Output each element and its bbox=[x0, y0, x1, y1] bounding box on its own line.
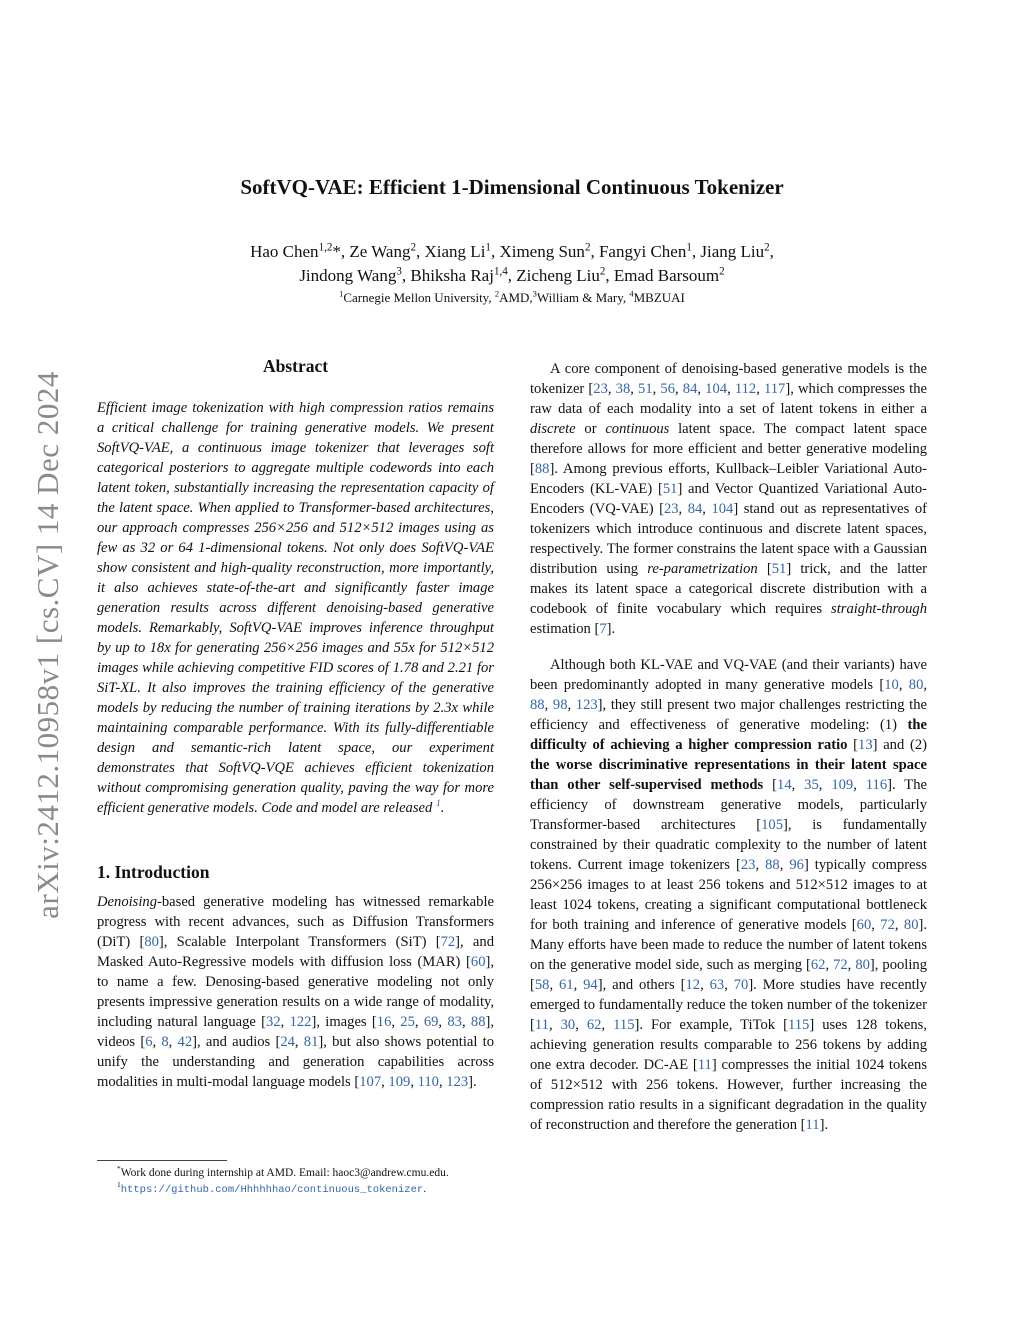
body-text: ]. bbox=[819, 1117, 829, 1133]
body-text: , bbox=[294, 1034, 304, 1050]
citation-link[interactable]: 23 bbox=[740, 857, 756, 873]
author-affiliation-mark: 1,4 bbox=[493, 265, 508, 278]
body-text: ]. For example, TiTok [ bbox=[634, 1017, 788, 1033]
citation-link[interactable]: 62 bbox=[586, 1017, 602, 1033]
citation-link[interactable]: 107 bbox=[359, 1074, 382, 1090]
introduction-heading: 1. Introduction bbox=[97, 862, 210, 882]
citation-link[interactable]: 13 bbox=[858, 737, 873, 753]
author-affiliation-mark: 1 bbox=[485, 241, 491, 254]
body-text: ] uses 128 tokens, achieving generation results comparable to 256 tokens by adding one extra decoder. DC-AE [ bbox=[530, 1017, 928, 1073]
abstract-end: . bbox=[440, 800, 445, 816]
body-text: , bbox=[652, 381, 661, 397]
abstract-body: Efficient image tokenization with high compression ratios remains a critical challenge for training generative models. We present SoftVQ-VAE, a continuous image tokenizer that leverages soft categorical posteriors to aggregate multiple codewords into each latent token, substantially increasing the representation capacity of the latent space. When applied to Transformer-based architectures, our approach compresses 256×256 and 512×512 images using as few as 32 or 64 1-dimensional tokens. Not only does SoftVQ-VAE show consistent and high-quality reconstruction, more importantly, it also achieves state-of-the-art and significantly faster image generation results across different denoising-based generative models. Remarkably, SoftVQ-VAE improves inference throughput by up to 18x for generating 256×256 images and 55x for 512×512 images while achieving competitive FID scores of 1.78 and 2.21 for SiT-XL. It also improves the training efficiency of the generative models by reducing the number of training iterations by 2.3x while maintaining comparable performance. With its fully-differentiable design and semantic-rich latent space, our experiment demonstrates that SoftVQ-VQE achieves efficient tokenization without compromising generation quality, paving the way for more efficient generative models. Code and model are released bbox=[97, 400, 494, 816]
body-text: latent space. The compact latent space therefore allows for more efficient and better generative modeling [ bbox=[530, 421, 927, 477]
citation-link[interactable]: 60 bbox=[856, 917, 872, 933]
citation-link[interactable]: 88 bbox=[530, 697, 545, 713]
citation-link[interactable]: 98 bbox=[552, 697, 568, 713]
arxiv-stamp bbox=[18, 350, 78, 940]
citation-link[interactable]: 42 bbox=[177, 1034, 193, 1050]
citation-link[interactable]: 58 bbox=[534, 977, 550, 993]
author-name: Ze Wang bbox=[345, 242, 411, 261]
citation-link[interactable]: 32 bbox=[266, 1014, 281, 1030]
body-text: A core component of denoising-based generative models is the tokenizer [ bbox=[530, 361, 927, 397]
body-text: , bbox=[678, 501, 688, 517]
bold-text: the difficulty of achieving a higher compression ratio bbox=[530, 717, 927, 753]
author-separator: , bbox=[507, 266, 513, 285]
author-affiliation-mark: 2 bbox=[719, 265, 725, 278]
body-text: , bbox=[607, 381, 616, 397]
citation-link[interactable]: 83 bbox=[447, 1014, 462, 1030]
citation-link[interactable]: 23 bbox=[663, 501, 679, 517]
footnote-2-end: . bbox=[423, 1183, 427, 1195]
citation-link[interactable]: 88 bbox=[534, 461, 550, 477]
body-text: ], images [ bbox=[311, 1014, 377, 1030]
author-separator: *, bbox=[332, 242, 346, 261]
citation-link[interactable]: 84 bbox=[682, 381, 698, 397]
author-affiliation-mark: 2 bbox=[584, 241, 591, 254]
abstract-footnote-mark[interactable]: 1 bbox=[435, 799, 441, 810]
author-separator: , bbox=[490, 242, 496, 261]
body-text: ]. More studies have recently emerged to fundamentally reduce the token number of the tokenizer [ bbox=[530, 977, 928, 1033]
footnote-2 bbox=[97, 1181, 494, 1198]
body-text: , bbox=[702, 501, 712, 517]
body-text: , bbox=[381, 1074, 389, 1090]
author-affiliation-mark: 2 bbox=[410, 241, 417, 254]
body-text: , bbox=[438, 1074, 447, 1090]
body-text: , bbox=[438, 1014, 448, 1030]
left-column bbox=[97, 356, 494, 1092]
author-line-2 bbox=[0, 264, 1024, 288]
citation-link[interactable]: 10 bbox=[884, 677, 899, 693]
footnote-2-mark: 1 bbox=[117, 1180, 121, 1190]
body-text: , bbox=[894, 917, 904, 933]
citation-link[interactable]: 115 bbox=[787, 1017, 810, 1033]
body-text: , bbox=[280, 1014, 290, 1030]
citation-link[interactable]: 109 bbox=[831, 777, 854, 793]
citation-link[interactable]: 105 bbox=[761, 817, 783, 833]
abstract-text bbox=[97, 398, 494, 818]
body-text: , bbox=[461, 1014, 471, 1030]
arxiv-stamp-text: arXiv:2412.10958v1 [cs.CV] 14 Dec 2024 bbox=[30, 371, 66, 919]
citation-link[interactable]: 35 bbox=[804, 777, 819, 793]
citation-link[interactable]: 14 bbox=[777, 777, 792, 793]
author-name: Hao Chen bbox=[250, 242, 319, 261]
body-text: ], videos [ bbox=[97, 1014, 494, 1050]
body-text: ]. The efficiency of downstream generative models, particularly Transformer-based architectures [ bbox=[530, 777, 927, 833]
affiliation-name: AMD, bbox=[499, 290, 533, 305]
citation-link[interactable]: 115 bbox=[613, 1017, 635, 1033]
citation-link[interactable]: 63 bbox=[709, 977, 725, 993]
body-text: , bbox=[410, 1074, 418, 1090]
citation-link[interactable]: 72 bbox=[833, 957, 848, 973]
body-text: , bbox=[548, 1017, 561, 1033]
body-text: ], and others [ bbox=[597, 977, 686, 993]
right-column bbox=[530, 359, 927, 1135]
citation-link[interactable]: 7 bbox=[599, 621, 607, 637]
author-name: Bhiksha Raj bbox=[406, 266, 494, 285]
body-text: , bbox=[391, 1014, 401, 1030]
footnote-1-mark: * bbox=[117, 1164, 121, 1174]
body-text: ]. Many efforts have been made to reduce the number of latent tokens on the generative model side, such as merging [ bbox=[530, 917, 928, 973]
body-text: ]. bbox=[468, 1074, 477, 1090]
body-text: ] and Vector Quantized Variational Auto-Encoders (VQ-VAE) [ bbox=[530, 481, 927, 517]
author-affiliation-mark: 1 bbox=[686, 241, 692, 254]
citation-link[interactable]: 72 bbox=[880, 917, 895, 933]
citation-link[interactable]: 61 bbox=[559, 977, 574, 993]
citation-link[interactable]: 117 bbox=[763, 381, 786, 397]
footnote-separator bbox=[97, 1160, 227, 1161]
author-separator: , bbox=[401, 266, 407, 285]
body-text: ] and (2) bbox=[872, 737, 928, 753]
body-text: , bbox=[898, 677, 909, 693]
citation-link[interactable]: 123 bbox=[446, 1074, 469, 1090]
citation-link[interactable]: 51 bbox=[662, 481, 678, 497]
citation-link[interactable]: 56 bbox=[660, 381, 676, 397]
body-text: [ bbox=[847, 737, 859, 753]
body-text: ]. Among previous efforts, Kullback–Leibler Variational Auto-Encoders (KL-VAE) [ bbox=[530, 461, 927, 497]
author-separator: , bbox=[691, 242, 697, 261]
author-name: Ximeng Sun bbox=[495, 242, 585, 261]
body-text: , bbox=[853, 777, 866, 793]
emphasis-text: Denoising bbox=[97, 894, 157, 910]
emphasis-text: re-parametrization bbox=[647, 561, 758, 577]
affiliation-mark: 4 bbox=[629, 288, 634, 299]
citation-link[interactable]: 94 bbox=[583, 977, 598, 993]
body-text: , bbox=[549, 977, 559, 993]
citation-link[interactable]: 80 bbox=[903, 917, 919, 933]
author-affiliation-mark: 2 bbox=[764, 241, 770, 254]
author-affiliation-mark: 2 bbox=[599, 265, 606, 278]
author-separator: , bbox=[605, 266, 610, 285]
body-text: ], and Masked Auto-Regressive models with diffusion loss (MAR) [ bbox=[97, 934, 494, 970]
citation-link[interactable]: 38 bbox=[615, 381, 631, 397]
author-name: Xiang Li bbox=[420, 242, 486, 261]
body-text: ]. bbox=[606, 621, 616, 637]
citation-link[interactable]: 51 bbox=[771, 561, 787, 577]
affiliation-mark: 1 bbox=[339, 288, 344, 299]
citation-link[interactable]: 88 bbox=[765, 857, 780, 873]
affiliations bbox=[0, 290, 1024, 306]
citation-link[interactable]: 11 bbox=[805, 1117, 820, 1133]
body-text: ], is fundamentally constrained by their quadratic complexity to the number of latent tokens. Current image tokenizers [ bbox=[530, 817, 927, 873]
citation-link[interactable]: 16 bbox=[376, 1014, 392, 1030]
body-text: ] typically compress 256×256 images to at least 256 tokens and 512×512 images to at least 1024 tokens, creating a significant computational bottleneck for both training and inference of generative models [ bbox=[530, 857, 927, 933]
body-text: , bbox=[675, 381, 683, 397]
intro-paragraph-1 bbox=[97, 892, 494, 1092]
body-text: , bbox=[847, 957, 856, 973]
author-separator: , bbox=[769, 242, 774, 261]
body-text: , bbox=[152, 1034, 162, 1050]
citation-link[interactable]: 60 bbox=[470, 954, 486, 970]
emphasis-text: straight-through bbox=[831, 601, 927, 617]
body-text: , bbox=[700, 977, 710, 993]
body-text: estimation [ bbox=[530, 621, 600, 637]
citation-link[interactable]: 25 bbox=[400, 1014, 415, 1030]
body-text: , bbox=[544, 697, 553, 713]
body-text: , bbox=[755, 857, 766, 873]
author-separator: , bbox=[416, 242, 421, 261]
citation-link[interactable]: 69 bbox=[423, 1014, 439, 1030]
body-text: ] trick, and the latter makes its latent space a categorical discrete distribution with a codebook of finite vocabulary which requires bbox=[530, 561, 927, 617]
author-name: Zicheng Liu bbox=[512, 266, 600, 285]
body-text: , bbox=[779, 857, 790, 873]
footnotes bbox=[97, 1156, 494, 1198]
affiliation-name: William & Mary, bbox=[536, 290, 630, 305]
body-text: [ bbox=[763, 777, 778, 793]
author-name: Fangyi Chen bbox=[594, 242, 687, 261]
body-text: or bbox=[575, 421, 606, 437]
citation-link[interactable]: 11 bbox=[534, 1017, 549, 1033]
citation-link[interactable]: 116 bbox=[865, 777, 888, 793]
citation-link[interactable]: 104 bbox=[705, 381, 728, 397]
author-affiliation-mark: 1,2 bbox=[318, 241, 333, 254]
bold-text: the worse discriminative representations in their latent space than other self-supervised methods bbox=[530, 757, 927, 793]
body-text: -based generative modeling has witnessed remarkable progress with recent advances, such as Diffusion Transformers (DiT) [ bbox=[97, 894, 494, 950]
body-text: , bbox=[414, 1014, 424, 1030]
body-text: , bbox=[573, 977, 584, 993]
body-text: , bbox=[825, 957, 834, 973]
body-text: ] stand out as representatives of tokenizers which introduce continuous and discrete latent spaces, respectively. The former constrains the latent space with a Gaussian distribution using bbox=[530, 501, 927, 577]
citation-link[interactable]: 80 bbox=[855, 957, 870, 973]
footnote-1 bbox=[97, 1165, 494, 1181]
body-text: ] compresses the initial 1024 tokens of 512×512 with 256 tokens. However, further increasing the compression ratio results in a significant degradation in the quality of reconstruction and therefore the generation [ bbox=[530, 1057, 928, 1133]
footnote-1-text: Work done during internship at AMD. Email: haoc3@andrew.cmu.edu. bbox=[120, 1167, 449, 1179]
body-text: , bbox=[697, 381, 706, 397]
citation-link[interactable]: 23 bbox=[593, 381, 608, 397]
citation-link[interactable]: 123 bbox=[575, 697, 598, 713]
affiliation-name: Carnegie Mellon University, bbox=[343, 290, 495, 305]
emphasis-text: discrete bbox=[530, 421, 576, 437]
body-text: , bbox=[756, 381, 764, 397]
affiliation-mark: 2 bbox=[494, 288, 500, 299]
citation-link[interactable]: 96 bbox=[789, 857, 804, 873]
author-line-1 bbox=[0, 240, 1024, 264]
author-affiliation-mark: 3 bbox=[396, 265, 402, 278]
affiliation-name: MBZUAI bbox=[633, 290, 685, 305]
citation-link[interactable]: 112 bbox=[734, 381, 757, 397]
author-name: Jiang Liu bbox=[696, 242, 765, 261]
citation-link[interactable]: 70 bbox=[733, 977, 749, 993]
author-name: Jindong Wang bbox=[299, 266, 397, 285]
citation-link[interactable]: 104 bbox=[711, 501, 734, 517]
citation-link[interactable]: 122 bbox=[289, 1014, 312, 1030]
affiliation-mark: 3 bbox=[532, 288, 537, 299]
citation-link[interactable]: 24 bbox=[280, 1034, 295, 1050]
body-text: ], Scalable Interpolant Transformers (SiT) [ bbox=[158, 934, 441, 950]
body-text: ], pooling [ bbox=[530, 957, 927, 993]
abstract-heading: Abstract bbox=[262, 356, 329, 376]
citation-link[interactable]: 62 bbox=[810, 957, 826, 973]
citation-link[interactable]: 51 bbox=[638, 381, 653, 397]
citation-link[interactable]: 12 bbox=[685, 977, 701, 993]
body-text: , bbox=[791, 777, 805, 793]
body-text: ], but also shows potential to unify the understanding and generation capabilities across modalities in multi-modal language models [ bbox=[97, 1034, 495, 1090]
body-text: ], and audios [ bbox=[192, 1034, 281, 1050]
citation-link[interactable]: 8 bbox=[161, 1034, 169, 1050]
body-text: ], they still present two major challenges restricting the efficiency and effectiveness of generative modeling: (1) bbox=[530, 697, 927, 733]
author-name: Emad Barsoum bbox=[609, 266, 720, 285]
footnote-2-link[interactable]: https://github.com/Hhhhhhao/continuous_tokenizer bbox=[120, 1184, 424, 1196]
emphasis-text: continuous bbox=[605, 421, 670, 437]
body-text: , bbox=[601, 1017, 614, 1033]
body-text: , bbox=[871, 917, 881, 933]
body-text: , bbox=[575, 1017, 587, 1033]
citation-link[interactable]: 11 bbox=[697, 1057, 712, 1073]
body-text: , bbox=[168, 1034, 178, 1050]
body-text: ], which compresses the raw data of each modality into a set of latent tokens in either a bbox=[530, 381, 928, 417]
citation-link[interactable]: 88 bbox=[470, 1014, 486, 1030]
body-text: , bbox=[727, 381, 735, 397]
citation-link[interactable]: 72 bbox=[440, 934, 456, 950]
body-text: , bbox=[630, 381, 639, 397]
citation-link[interactable]: 80 bbox=[908, 677, 924, 693]
paper-title: SoftVQ-VAE: Efficient 1-Dimensional Continuous Tokenizer bbox=[240, 175, 784, 199]
body-text: [ bbox=[757, 561, 772, 577]
citation-link[interactable]: 81 bbox=[303, 1034, 319, 1050]
citation-link[interactable]: 110 bbox=[417, 1074, 439, 1090]
author-list bbox=[0, 240, 1024, 288]
citation-link[interactable]: 6 bbox=[145, 1034, 153, 1050]
body-text: ], to name a few. Denosing-based generative modeling not only presents impressive generation results on a wide range of modality, including natural language [ bbox=[97, 954, 494, 1030]
citation-link[interactable]: 80 bbox=[144, 934, 159, 950]
body-text: , bbox=[818, 777, 832, 793]
citation-link[interactable]: 30 bbox=[560, 1017, 576, 1033]
intro-paragraph-2 bbox=[530, 359, 927, 639]
body-text: , bbox=[567, 697, 576, 713]
intro-paragraph-3 bbox=[530, 655, 927, 1135]
body-text: Although both KL-VAE and VQ-VAE (and their variants) have been predominantly adopted in many generative models [ bbox=[530, 657, 927, 693]
citation-link[interactable]: 84 bbox=[687, 501, 703, 517]
author-separator: , bbox=[590, 242, 595, 261]
body-text: , bbox=[923, 677, 928, 693]
citation-link[interactable]: 109 bbox=[388, 1074, 411, 1090]
body-text: , bbox=[724, 977, 734, 993]
